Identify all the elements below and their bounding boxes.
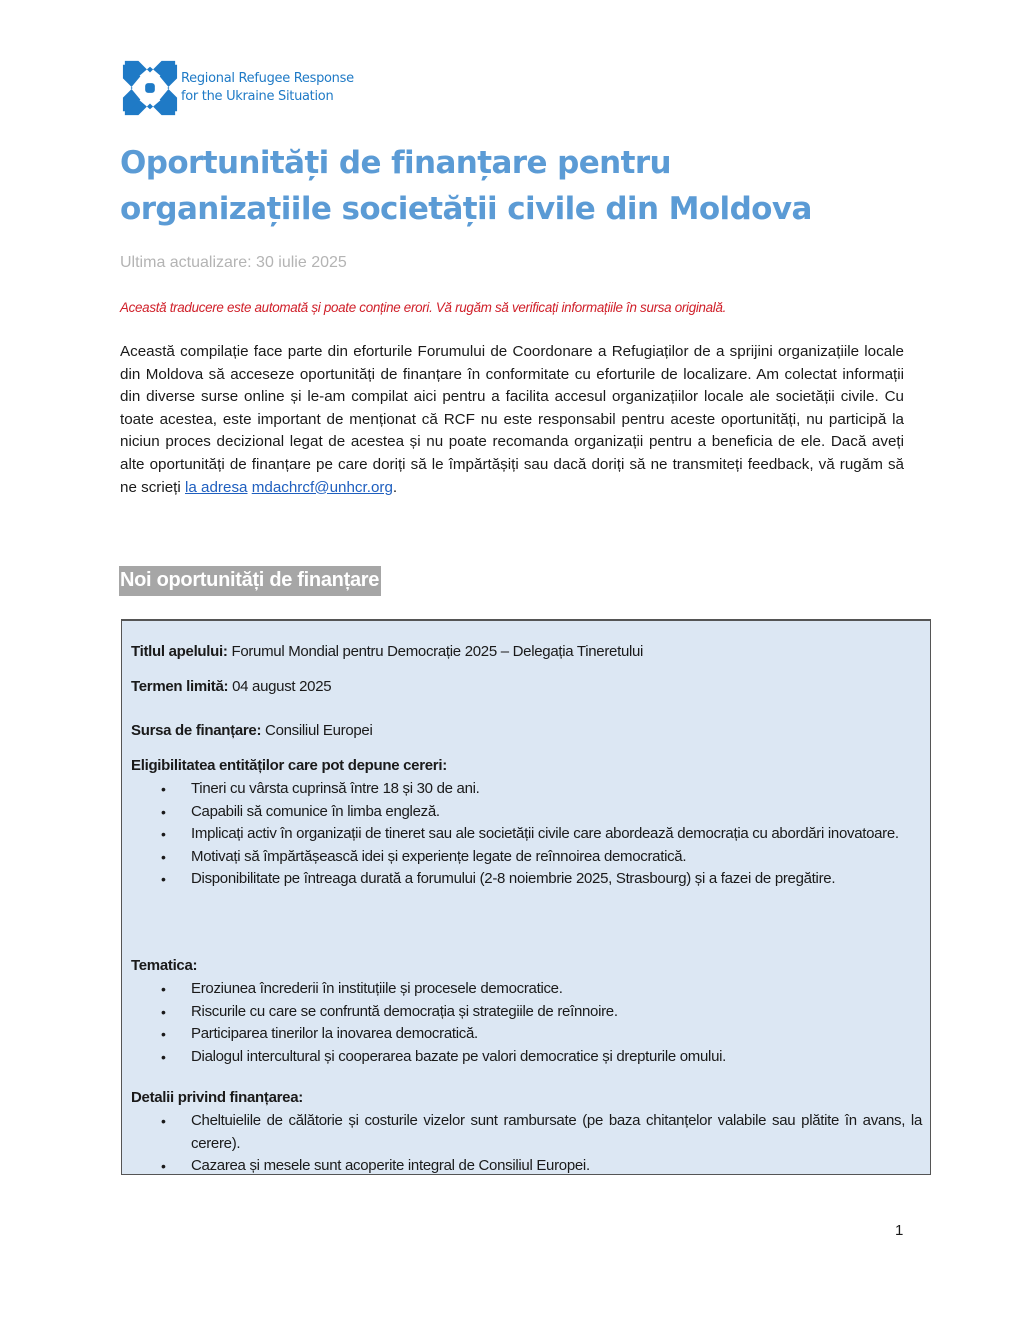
bullet-icon: • [161, 803, 166, 820]
logo-line-1: Regional Refugee Response [181, 71, 354, 86]
funding-source-value: Consiliul Europei [261, 722, 373, 739]
bullet-icon: • [161, 1026, 166, 1042]
themes-heading: Tematica: [131, 957, 198, 974]
last-updated-date: Ultima actualizare: 30 iulie 2025 [120, 254, 347, 271]
page-number: 1 [895, 1222, 904, 1239]
deadline-field [131, 678, 331, 695]
list-item: • Riscurile cu care se confruntă democrația și strategiile de reînnoire. [122, 1001, 922, 1024]
deadline-value: 04 august 2025 [228, 678, 332, 695]
email-link[interactable]: mdachrcf@unhcr.org [251, 478, 393, 496]
list-item: • Tineri cu vârsta cuprinsă între 18 și 30 de ani. [122, 778, 922, 801]
bullet-icon: • [161, 1113, 166, 1129]
eligibility-list [122, 778, 922, 891]
intro-text: Această compilație face parte din eforturile Forumului de Coordonare a Refugiaților de a sprijini organizațiile locale din Moldova să acceseze oportunități de finanțare în conformitate cu eforturile de localizare. Am colectat informații din diverse surse online și le-am compilat aici pentru a facilita accesul organizațiilor locale ale societății civile. Cu toate acestea, este important de menționat că RCF nu este responsabil pentru aceste oportunități, nu participă la niciun proces decizional legat de acestea și nu poate recomanda organizații pentru a beneficia de ele. Dacă aveți alte oportunități de finanțare pe care doriți să le împărtășiți sau dacă doriți să ne transmiteți feedback, vă rugăm să ne scrieți [120, 343, 904, 496]
list-item: • Cheltuielile de călătorie și costurile vizelor sunt rambursate (pe baza chitanțelor valabile sau plătite în avans, la cerere). [161, 1112, 922, 1152]
logo-line-2: for the Ukraine Situation [181, 89, 334, 104]
page-title: Oportunități de finanțare pentru organizațiile societății civile din Moldova [120, 145, 812, 227]
logo-wordmark [181, 70, 354, 106]
list-item: • Dialogul intercultural și cooperarea bazate pe valori democratice și drepturile omului. [122, 1046, 922, 1069]
x-cross-logo-icon [121, 59, 179, 117]
list-item: • Cazarea și mesele sunt acoperite integral de Consiliul Europei. [122, 1155, 922, 1178]
funding-source-field [131, 722, 373, 739]
bullet-icon: • [161, 1003, 166, 1020]
translation-disclaimer: Această traducere este automată și poate conține erori. Vă rugăm să verificați informațiile în sursa originală. [120, 300, 727, 315]
opportunity-card [121, 619, 931, 1175]
intro-paragraph: Această compilație face parte din eforturile Forumului de Coordonare a Refugiaților de a sprijini organizațiile locale din Moldova să acceseze oportunități de finanțare în conformitate cu eforturile de localizare. Am colectat informații din diverse surse online și le-am compilat aici pentru a facilita accesul organizațiilor locale ale societății civile. Cu toate acestea, este important de menționat că RCF nu este responsabil pentru aceste oportunități, nu participă la niciun proces decizional legat de acestea și nu poate recomanda organizații pentru a beneficia de ele. Dacă aveți alte oportunități de finanțare pe care doriți să le împărtășiți sau dacă doriți să ne transmiteți feedback, vă rugăm să ne scrieți la adresa mdachrcf@unhcr.org. [120, 343, 904, 496]
bullet-icon: • [161, 848, 166, 865]
funding-details-list [122, 1110, 922, 1178]
list-item: • Participarea tinerilor la inovarea democratică. [122, 1023, 922, 1046]
list-item: • Capabili să comunice în limba engleză. [122, 801, 922, 824]
list-item: • Motivați să împărtășească idei și experiențe legate de reînnoirea democratică. [122, 846, 922, 869]
deadline-label: Termen limită: [131, 678, 229, 695]
call-title-label: Titlul apelului: [131, 643, 228, 660]
call-title-value: Forumul Mondial pentru Democrație 2025 – Delegația Tineretului [227, 643, 644, 660]
list-item: • Implicați activ în organizații de tineret sau ale societății civile care abordează democrația cu abordări inovatoare. [122, 823, 922, 846]
section-heading: Noi oportunități de finanțare [119, 566, 381, 596]
list-item: • Disponibilitate pe întreaga durată a forumului (2-8 noiembrie 2025, Strasbourg) și a fazei de pregătire. [122, 868, 922, 891]
bullet-icon: • [161, 826, 166, 842]
funding-details-heading: Detalii privind finanțarea: [131, 1089, 303, 1106]
bullet-icon: • [161, 871, 166, 887]
eligibility-heading: Eligibilitatea entităților care pot depune cereri: [131, 757, 447, 774]
organization-logo [121, 59, 354, 117]
list-item: • Eroziunea încrederii în instituțiile și procesele democratice. [122, 978, 922, 1001]
bullet-icon: • [161, 981, 166, 997]
call-title-field [131, 643, 643, 660]
funding-source-label: Sursa de finanțare: [131, 722, 262, 739]
bullet-icon: • [161, 1158, 166, 1174]
address-link[interactable]: la adresa [185, 478, 248, 496]
bullet-icon: • [161, 781, 166, 797]
themes-list [122, 978, 922, 1068]
bullet-icon: • [161, 1048, 166, 1065]
